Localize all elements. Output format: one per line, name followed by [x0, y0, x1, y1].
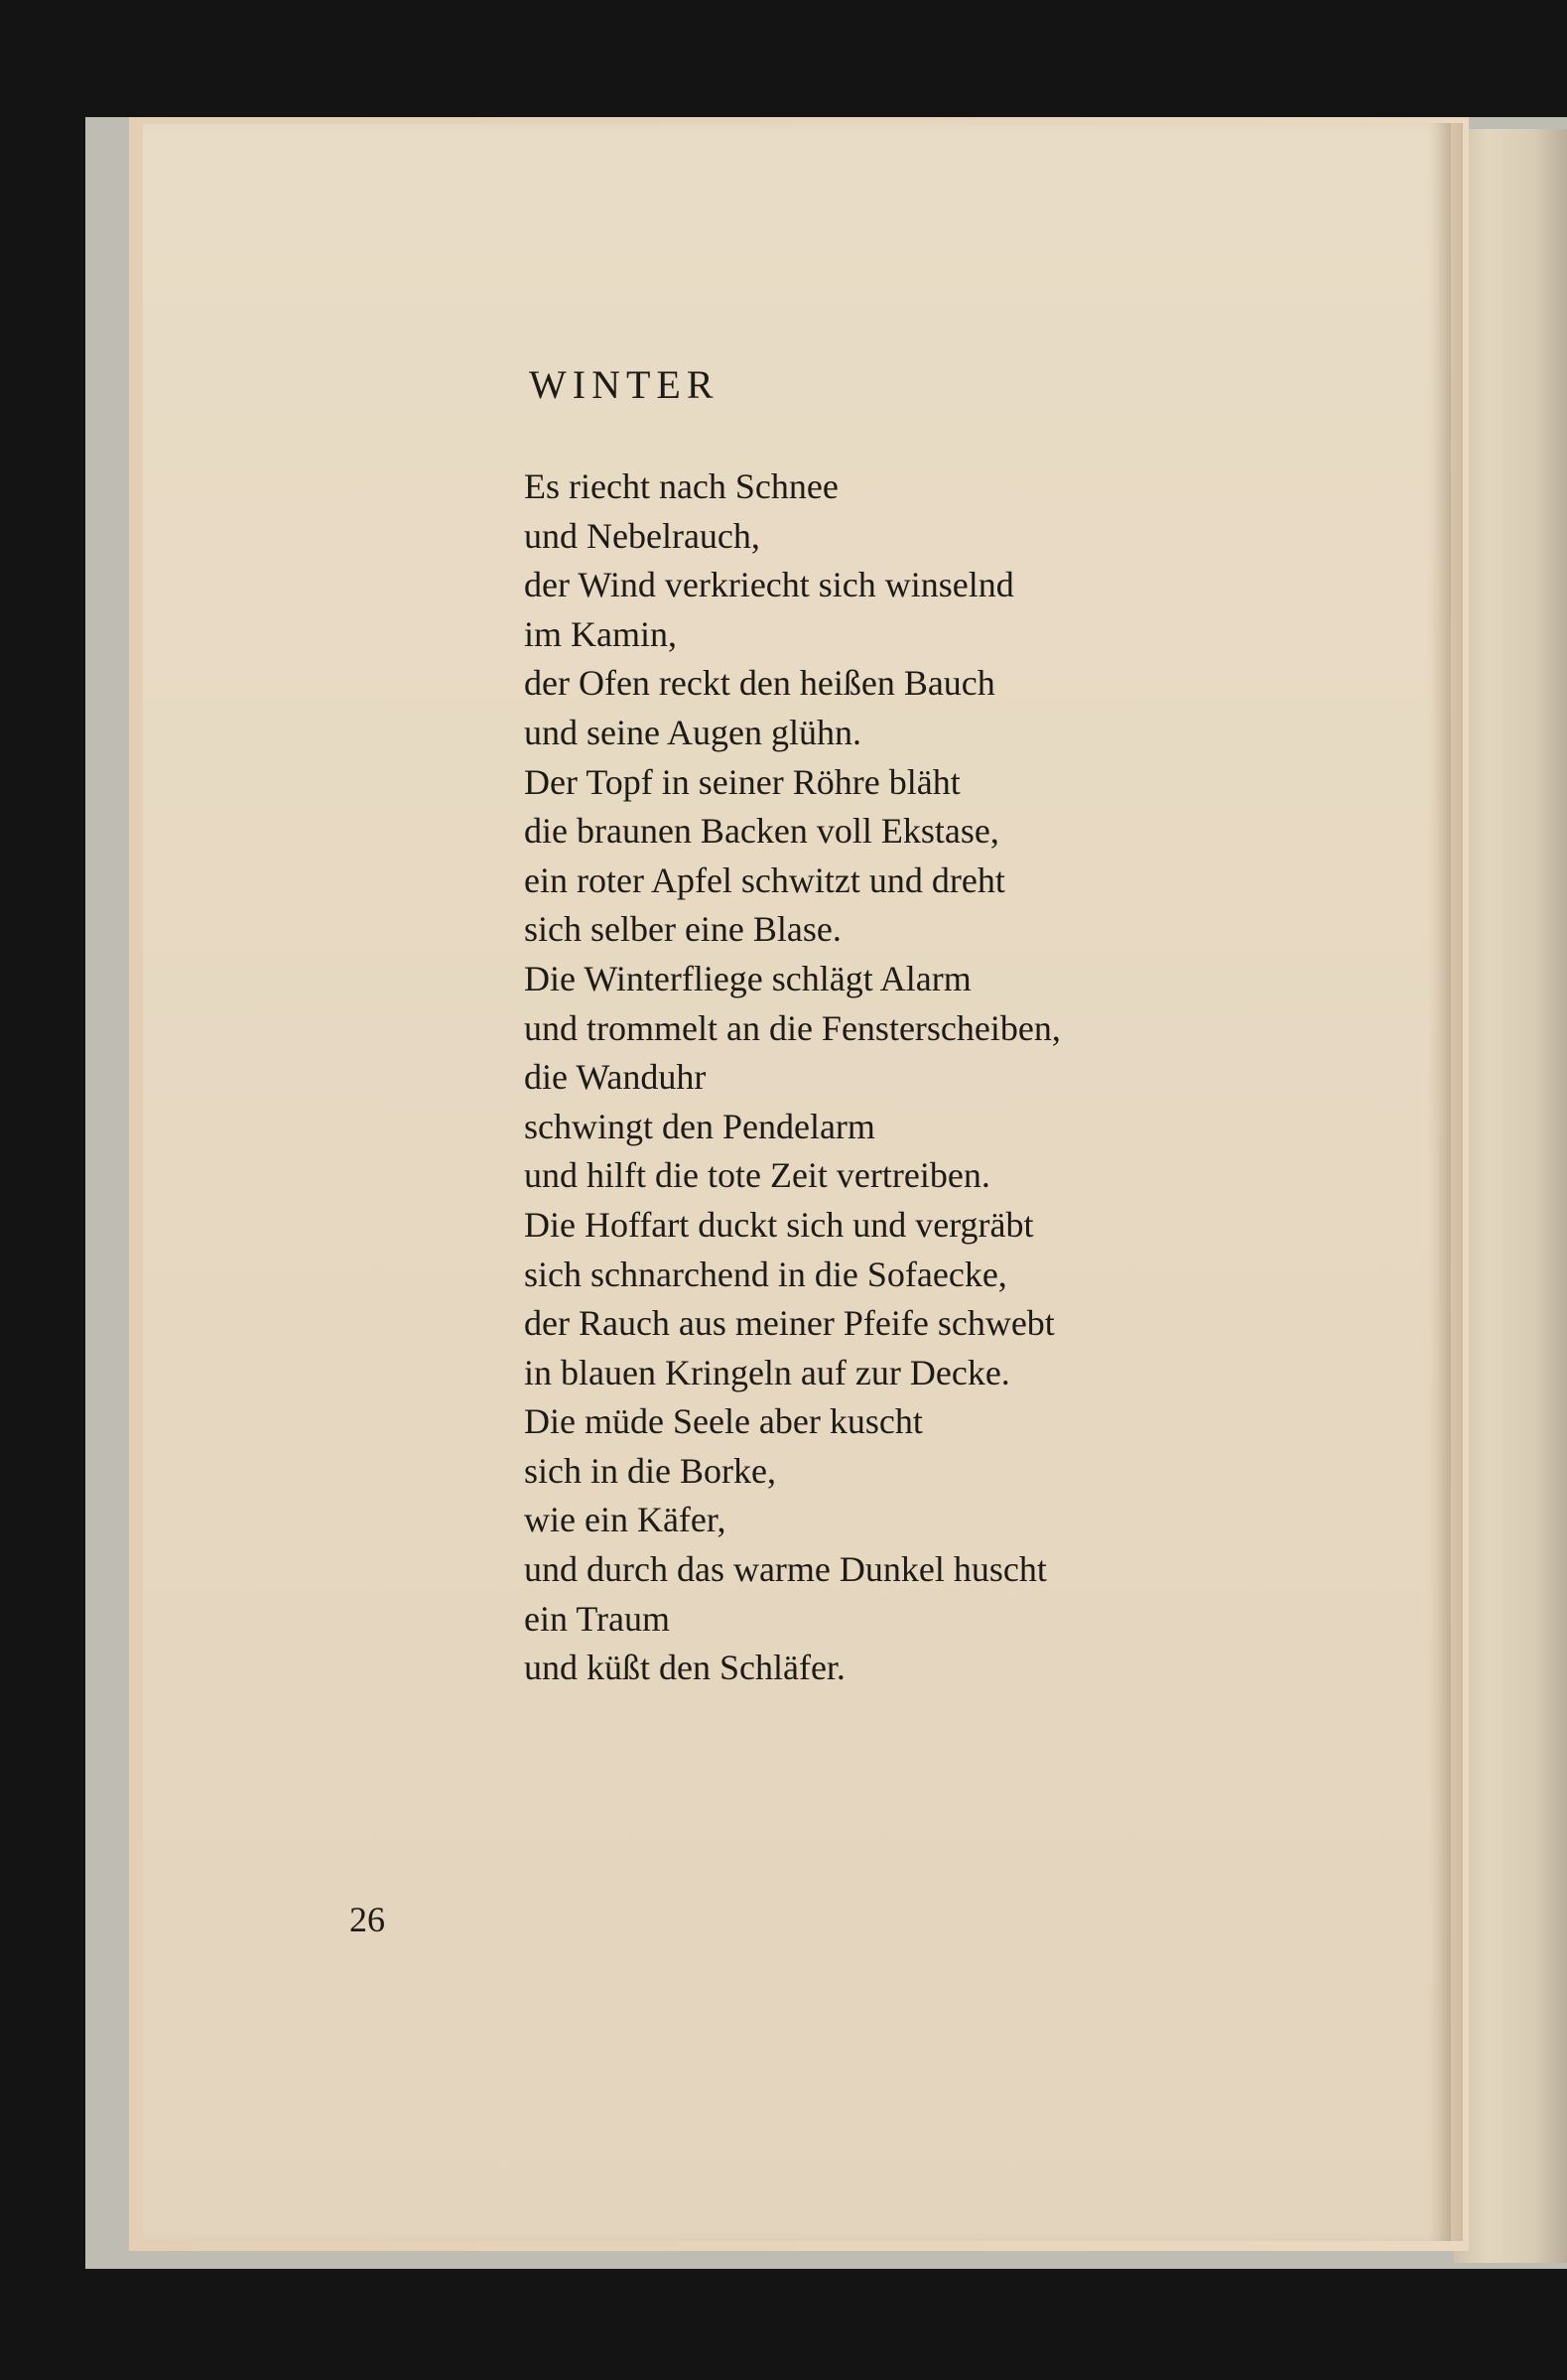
- poem: [385, 362, 1318, 1693]
- poem-line: und seine Augen glühn.: [524, 712, 861, 752]
- poem-line: der Wind verkriecht sich winselnd: [524, 565, 1014, 605]
- poem-line: schwingt den Pendelarm: [524, 1106, 875, 1146]
- book-cover-right-edge: [1454, 129, 1567, 2263]
- poem-line: ein Traum: [524, 1598, 671, 1639]
- poem-line: sich selber eine Blase.: [524, 909, 842, 950]
- poem-line: sich schnarchend in die Sofaecke,: [524, 1254, 1007, 1294]
- poem-lines: [524, 463, 1318, 1693]
- poem-line: sich in die Borke,: [524, 1450, 776, 1491]
- poem-line: Die müde Seele aber kuscht: [524, 1401, 923, 1442]
- page-number: 26: [349, 1900, 385, 1939]
- poem-line: der Rauch aus meiner Pfeife schwebt: [524, 1303, 1055, 1344]
- poem-line: Die Hoffart duckt sich und vergräbt: [524, 1204, 1034, 1245]
- poem-line: die braunen Backen voll Ekstase,: [524, 811, 999, 852]
- poem-line: und trommelt an die Fensterscheiben,: [524, 1007, 1061, 1048]
- poem-line: und Nebelrauch,: [524, 515, 760, 556]
- poem-line: und hilft die tote Zeit vertreiben.: [524, 1155, 990, 1196]
- poem-line: die Wanduhr: [524, 1057, 707, 1098]
- poem-line: Die Winterfliege schlägt Alarm: [524, 958, 972, 998]
- poem-line: Es riecht nach Schnee: [524, 466, 839, 506]
- poem-title: WINTER: [529, 362, 719, 407]
- page-gutter-shadow: [1429, 123, 1463, 2241]
- poem-line: wie ein Käfer,: [524, 1500, 726, 1540]
- poem-line: Der Topf in seiner Röhre bläht: [524, 761, 961, 802]
- poem-line: und durch das warme Dunkel huscht: [524, 1549, 1047, 1590]
- poem-line: im Kamin,: [524, 613, 677, 654]
- poem-line: und küßt den Schläfer.: [524, 1648, 846, 1688]
- poem-line: in blauen Kringeln auf zur Decke.: [524, 1352, 1010, 1392]
- poem-line: der Ofen reckt den heißen Bauch: [524, 663, 995, 704]
- poem-line: ein roter Apfel schwitzt und dreht: [524, 859, 1005, 900]
